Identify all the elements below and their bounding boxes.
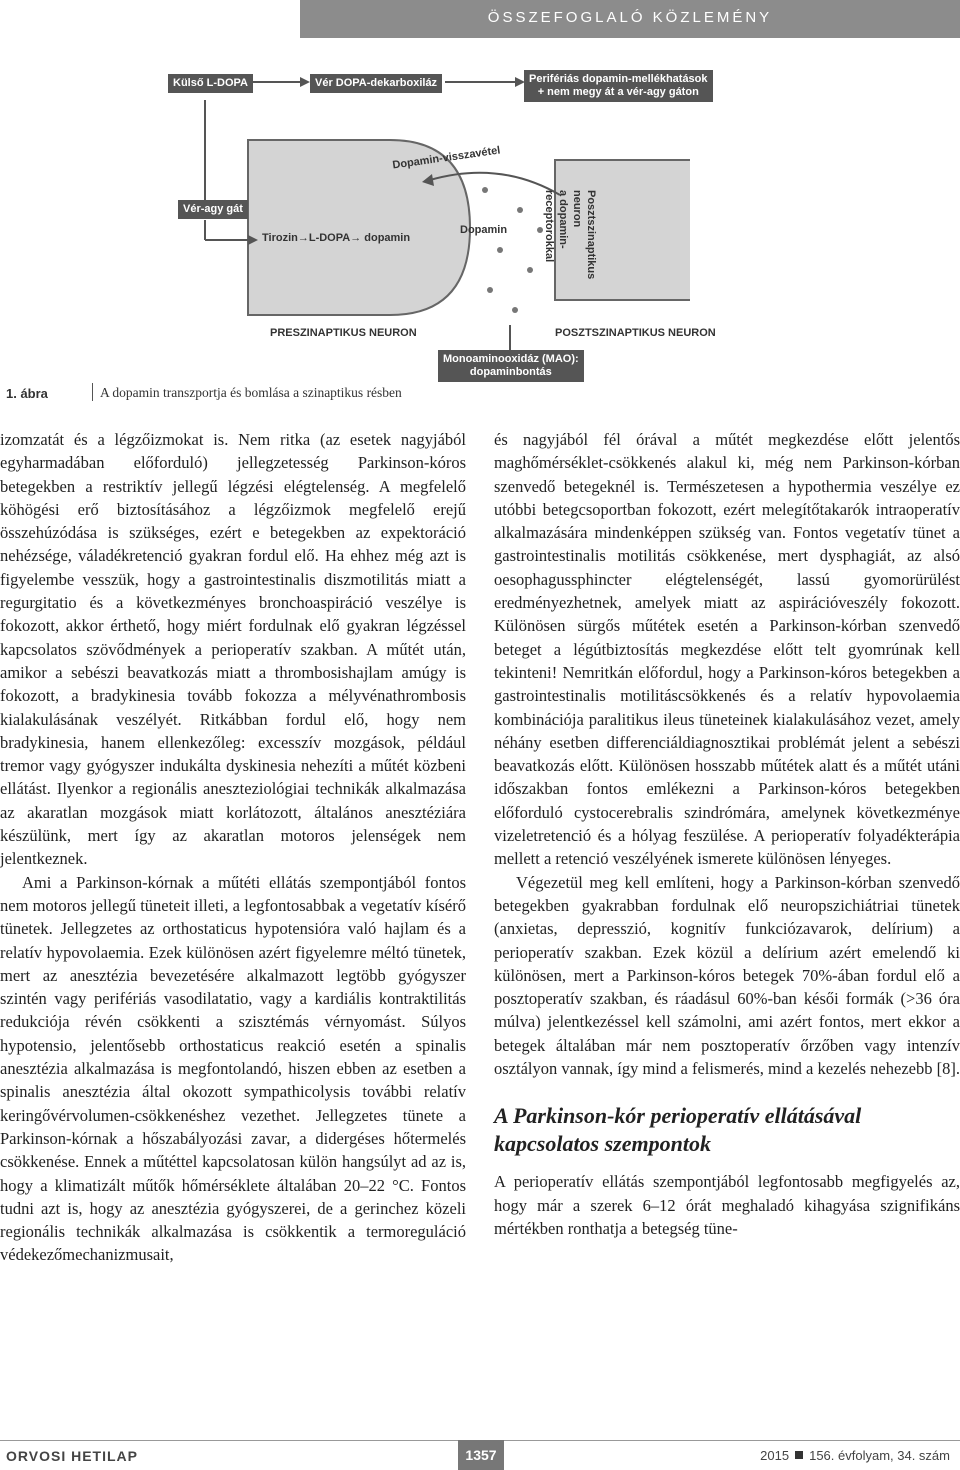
section-heading: A Parkinson-kór perioperatív ellátásával kapcsolatos szempontok — [494, 1103, 862, 1157]
figure-box-external-ldopa: Külső L-DOPA — [168, 74, 253, 93]
caption-separator — [92, 383, 93, 401]
header-title: ÖSSZEFOGLALÓ KÖZLEMÉNY — [487, 9, 773, 26]
dopamine-dot — [517, 207, 523, 213]
figure-box-mao: Monoaminooxidáz (MAO): dopaminbontás — [438, 350, 584, 382]
left-column — [0, 428, 466, 1267]
issue-info — [760, 1448, 950, 1463]
label-reuptake: Dopamin-visszavétel — [391, 144, 502, 172]
dopamine-dot — [497, 247, 503, 253]
label-tyrosine: Tirozin→L-DOPA→ dopamin — [262, 232, 411, 244]
label-presynaptic: PRESZINAPTIKUS NEURON — [270, 327, 417, 339]
paragraph: Végezetül meg kell említeni, hogy a Parkinson-kórban szenvedő betegekben gyakrabban fordulnak elő neuropszichiátriai tünetek (anxietas, depresszió, kognitív funkciózavarok, delírium) a perioperatív szakban. Ezek közül a delírium azért emelendő ki különösen, mert a Parkinson-kóros betegek 70%-ában fordul elő a posztoperatív szakban, és ráadásul 60%-ban késői formák (>36 óra múlva) jelentkezéssel kell számolni, ami azért fontos, mert ekkor a betegek általában már nem posztoperatív őrzőben vagy intenzív osztályon vannak, így mind a felismerés, mind a kezelés nehezebb [8]. — [494, 872, 960, 1079]
presynaptic-neuron — [248, 140, 470, 315]
label-dopamine: Dopamin — [460, 224, 508, 236]
dopamine-dot — [482, 187, 488, 193]
paragraph: A perioperatív ellátás szempontjából legfontosabb megfigyelés az, hogy már a szerek 6–12 órát meghaladó kihagyása szignifikáns mértékben ronthatja a betegség tüne- — [494, 1172, 960, 1238]
figure-box-blood-dopa: Vér DOPA-dekarboxiláz — [310, 74, 442, 93]
issue-year: 2015 — [760, 1448, 790, 1463]
synapse-diagram — [0, 40, 960, 390]
label-postsynaptic-vertical: Posztszinaptikus neuron a dopamin- receptorokkal — [543, 190, 597, 280]
paragraph: Ami a Parkinson-kórnak a műtéti ellátás szempontjából fontos nem motoros jellegű tüneteit illeti, a legfontosabbak a vegetatív kísérő tünetek. Jellegzetes az orthostaticus hypotensióra való hajlam és a relatív hypovolaemia. Ezek különösen azért figyelemre méltó tünetek, mert az anesztézia bevezetésére alkalmazott legtöbb gyógyszer szintén vagy perifériás vasodilatatio, vagy a kardiális kontraktilitás redukciója révén csökkenti a szisztémás vérnyomást. Súlyos hypotensio, jelentősebb orthostaticus reakció esetén a spinalis anesztézia alkalmazása is megfontolandó, hiszen ebben az esetben a spinalis anesztézia által okozott sympathicolysis további relatív keringővérvolumen-csökkenéshez vezethet. Jellegzetes tünete a Parkinson-kórnak a hőszabályozási zavar, a didergéses hőtermelés csökkenése. Ennek a műtéttel kapcsolatosan külön hangsúlyt ad az is, hogy a klimatizált műtők hőmérséklete általában 20–22 °C. Fontos tudni azt is, hogy az anesztézia gyógyszerei, de a gerinchez közeli regionális technikák alkalmazása is csökkentik a termoreguláció védekezőmechanizmusait, — [0, 872, 466, 1265]
arrow-head — [300, 77, 310, 87]
figure-box-bbb: Vér-agy gát — [178, 200, 248, 219]
dopamine-dot — [527, 267, 533, 273]
label-postsynaptic: POSZTSZINAPTIKUS NEURON — [555, 327, 716, 339]
square-bullet-icon — [795, 1451, 803, 1459]
figure-caption-text: A dopamin transzportja és bomlása a szinaptikus résben — [100, 385, 402, 400]
synapse-figure — [0, 40, 960, 390]
right-column — [494, 428, 960, 1240]
paragraph: izomzatát és a légzőizmokat is. Nem ritka (az esetek nagyjából egyharmadában előforduló) jellegzetesség Parkinson-kóros betegekben a restriktív jellegű légzési elégtelenség. A megfelelő köhögési erő biztosításához a légzőizmok megfelelő erejű összehúzódása is szükséges, ezért e betegekben az expektoráció nehézsége, váladékretenció gyakran fordul elő. Ha ehhez még azt is figyelembe vesszük, hogy a gastrointestinalis diszmotilitás miatt a regurgitatio és a következményes bronchoaspiráció veszélye is fokozott, akkor érthető, hogy miért fordulnak elő gyakran légzéssel kapcsolatos szövődmények a perioperatív szakban. A műtét után, amikor a sebészi beavatkozás miatt a thrombosishajlam amúgy is fokozott, a bradykinesia tovább fokozza a mélyvénathrombosis kialakulásának veszélyét. Ritkábban fordul elő, hogy nem bradykinesia, hanem ellenkezőleg: excesszív mozgások, például tremor vagy gyógyszer indukálta dyskinesia nehezíti a műtét közbeni ellátást. Ilyenkor a regionális aneszteziológiai technikák alkalmazása az akaratlan mozgások miatt korlátozott, általános anesztéziára készülünk, mert így az akaratlan motoros jelenségek nem jelentkeznek. — [0, 430, 466, 869]
dopamine-dot — [487, 287, 493, 293]
page-footer — [0, 1440, 960, 1470]
page-number: 1357 — [458, 1440, 504, 1470]
paragraph: és nagyjából fél órával a műtét megkezdése előtt jelentős maghőmérséklet-csökkenés alakul ki, még nem Parkinson-kórban szenvedő betegeknél is. Természetesen a hypothermia veszélye ez utóbbi betegcsoportban fokozott, ezért melegítőtakarók intraoperatív alkalmazására mindenképpen szükség van. Fontos vegetatív tünet a gastrointestinalis motilitás csökkenése, mert dysphagiát, az alsó oesophagussphincter elégtelenségét, lassú gyomorürülést eredményezhetnek, amelyek miatt az aspirációveszély fokozott. Különösen sürgős műtétek esetén a Parkinson-kórban szenvedő beteget a légútbiztosítás megkezdése előtt telt gyomrúnak kell tekinteni! Nemritkán előfordul, hogy a Parkinson-kóros betegekben a gastrointestinalis motilitáscsökkenés és a relatív hypovolaemia kombinációja paralitikus ileus tüneteinek kialakulásához vezet, amely néhány esetben differenciáldiagnosztikai problémát jelent a sebészi beavatkozás előtt. Különösen hosszabb műtétek alatt és a műtét utáni időszakban fontos emlékezni a Parkinson-kóros betegekben előforduló cystocerebralis szindrómára, amelynek következménye vizeletretenció és a hólyag feszülése. A perioperatív folyadékterápia mellett a retenció veszélyének ismerete különösen lényeges. — [494, 430, 960, 869]
dopamine-dot — [512, 307, 518, 313]
figure-caption-number: 1. ábra — [6, 386, 48, 401]
figure-box-peripheral: Perifériás dopamin-mellékhatások + nem megy át a vér-agy gáton — [524, 70, 713, 102]
journal-name: ORVOSI HETILAP — [6, 1448, 138, 1464]
header-bar — [300, 0, 960, 38]
issue-volume: 156. évfolyam, 34. szám — [809, 1448, 950, 1463]
